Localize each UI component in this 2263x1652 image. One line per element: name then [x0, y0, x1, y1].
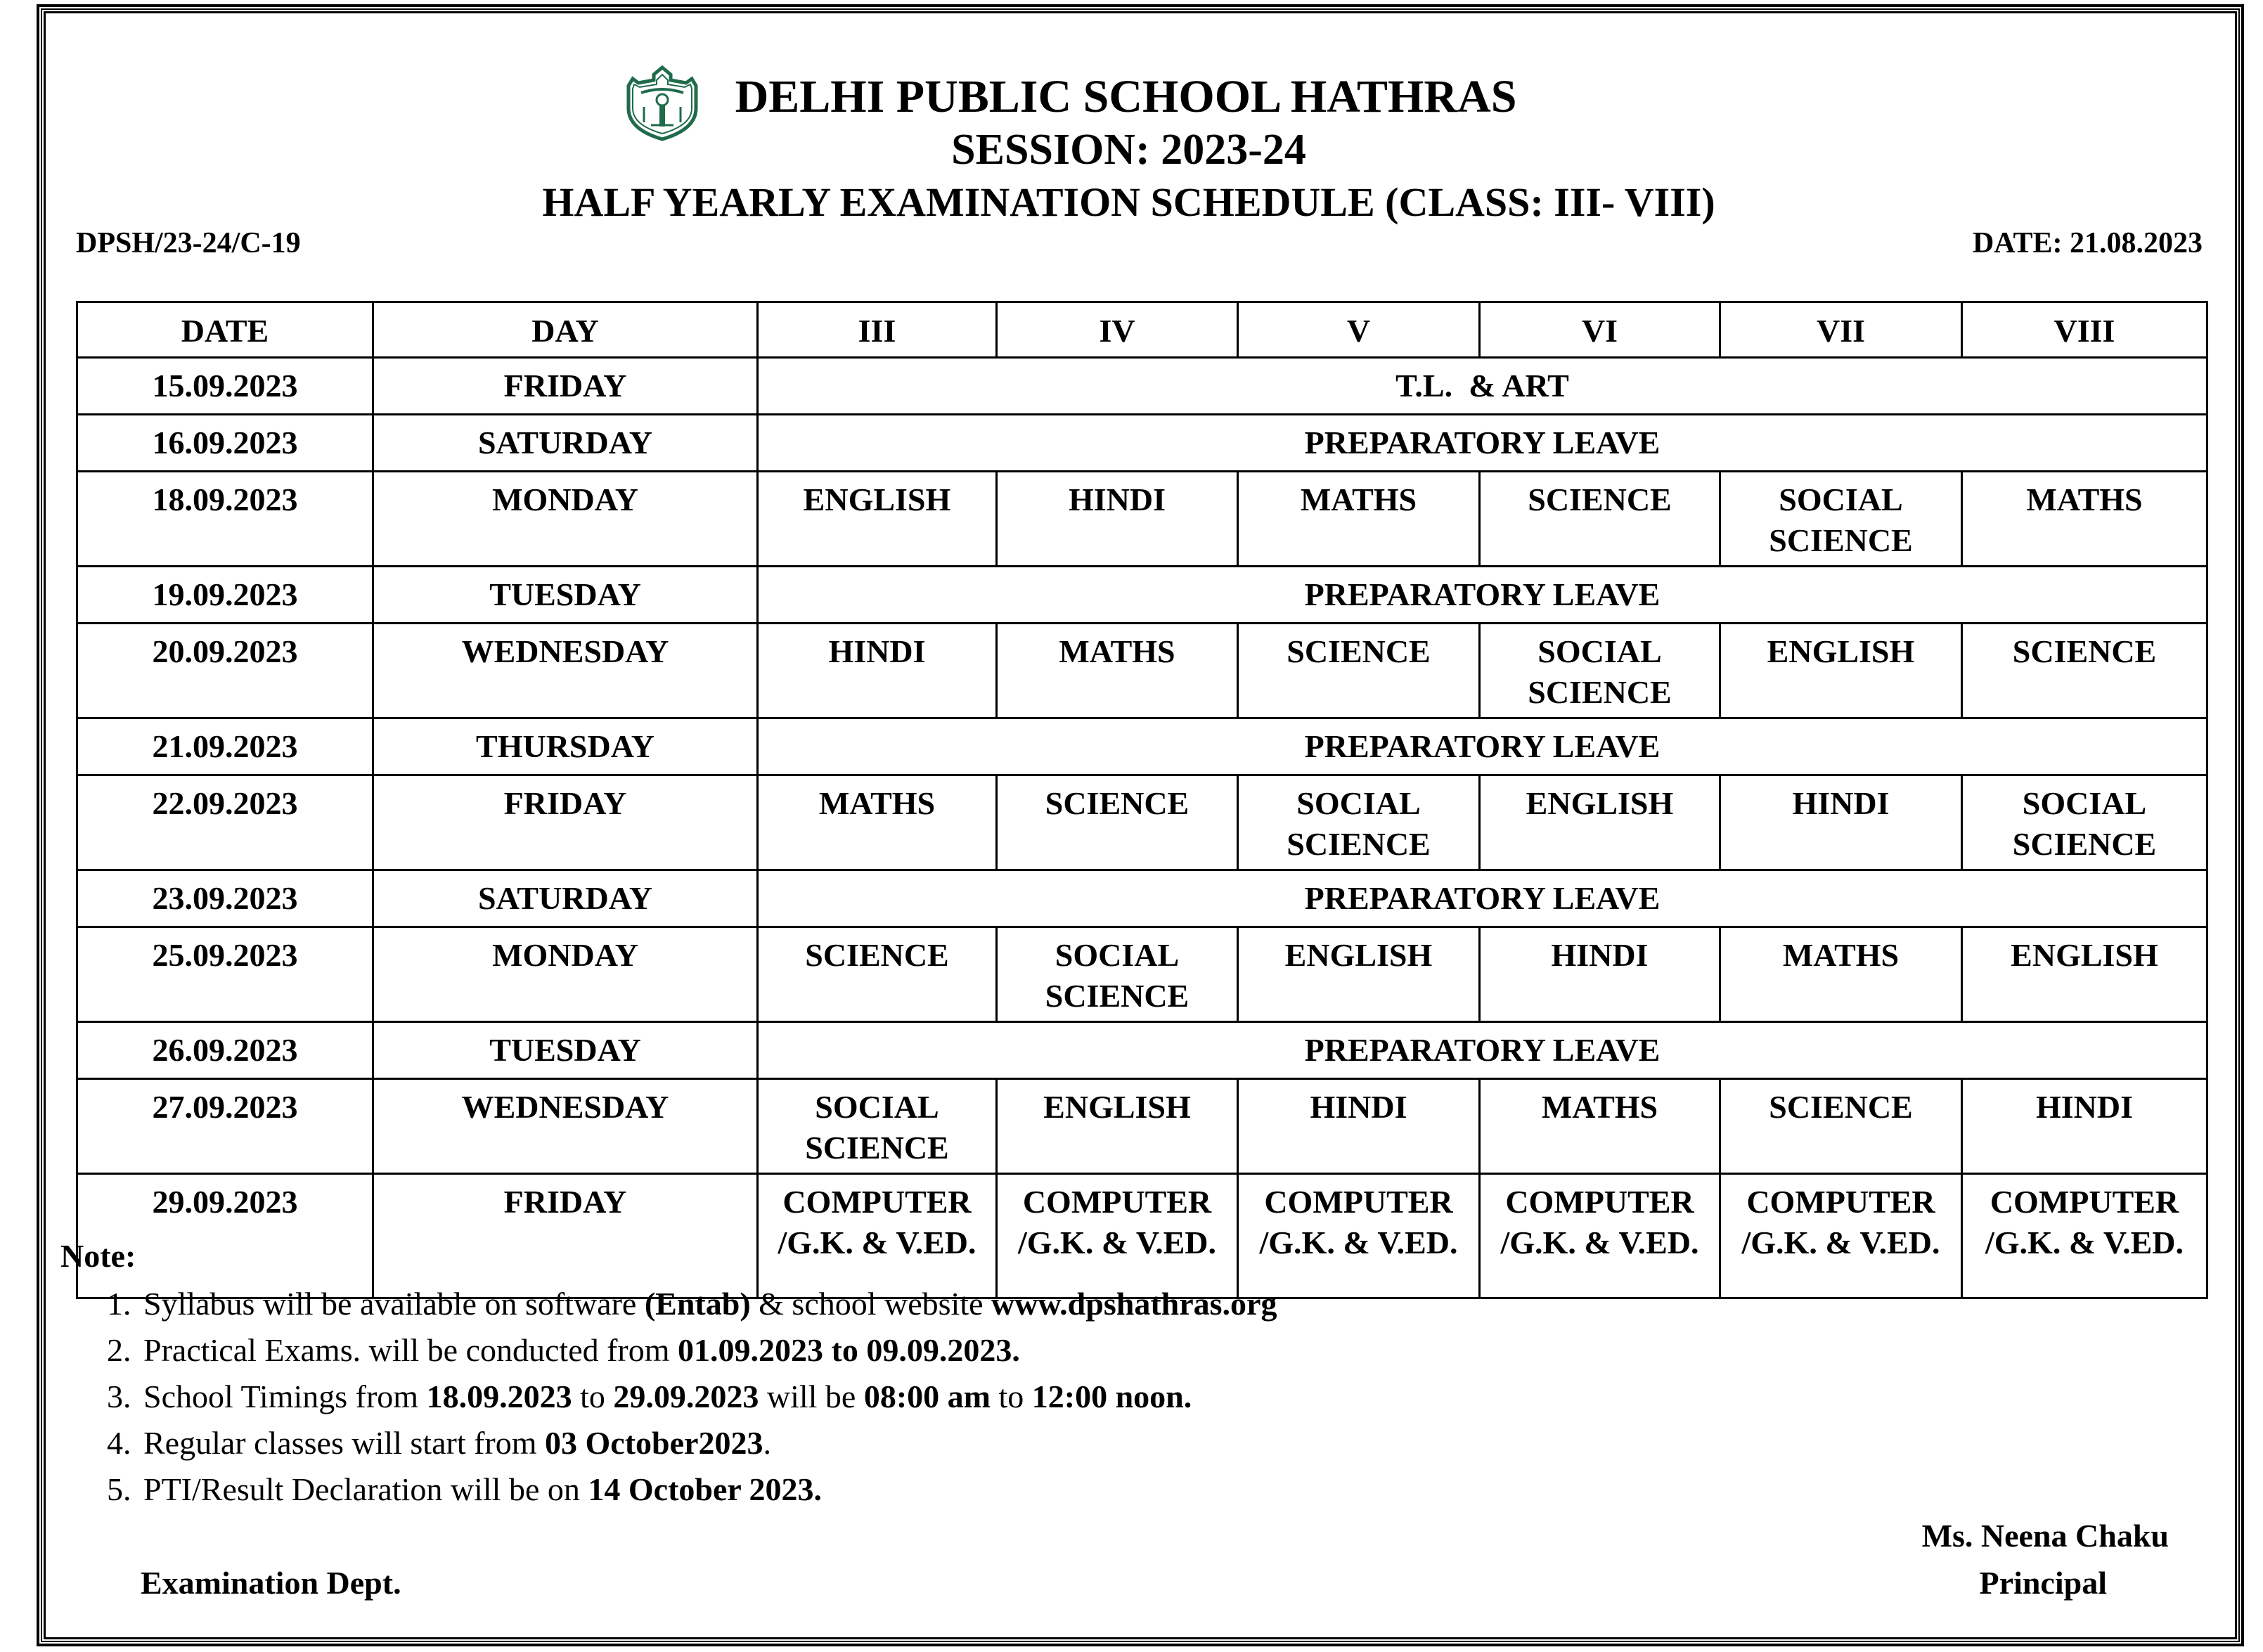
note-item — [139, 1374, 1277, 1420]
table-row — [77, 870, 2207, 927]
merged-activity-cell: PREPARATORY LEAVE — [758, 1022, 2207, 1079]
date-cell: 22.09.2023 — [77, 775, 373, 870]
note-emphasis: 01.09.2023 to 09.09.2023. — [678, 1332, 1020, 1368]
subject-cell-class-iii: HINDI — [758, 624, 997, 718]
table-row — [77, 718, 2207, 775]
subject-cell-class-vii: SCIENCE — [1720, 1079, 1962, 1174]
subject-cell-class-viii: ENGLISH — [1962, 927, 2207, 1022]
table-row — [77, 358, 2207, 415]
day-cell: WEDNESDAY — [373, 1079, 758, 1174]
subject-cell-class-vii: ENGLISH — [1720, 624, 1962, 718]
subject-cell-class-iv: SOCIAL SCIENCE — [997, 927, 1238, 1022]
note-text: to — [991, 1379, 1032, 1414]
date-cell: 16.09.2023 — [77, 415, 373, 472]
note-emphasis: (Entab) — [644, 1286, 751, 1322]
day-cell: TUESDAY — [373, 567, 758, 624]
note-item — [139, 1466, 1277, 1513]
subject-cell-class-iii: SOCIAL SCIENCE — [758, 1079, 997, 1174]
note-item — [139, 1281, 1277, 1327]
subject-cell-class-vi: SCIENCE — [1480, 472, 1720, 567]
date-cell: 15.09.2023 — [77, 358, 373, 415]
notes-heading: Note: — [60, 1238, 136, 1274]
subject-cell-class-vii: HINDI — [1720, 775, 1962, 870]
date-cell: 18.09.2023 — [77, 472, 373, 567]
subject-cell-class-iv: HINDI — [997, 472, 1238, 567]
column-header-iii: III — [758, 302, 997, 358]
day-cell: THURSDAY — [373, 718, 758, 775]
subject-cell-class-v: HINDI — [1238, 1079, 1480, 1174]
subject-cell-class-iii: SCIENCE — [758, 927, 997, 1022]
subject-cell-class-iii: ENGLISH — [758, 472, 997, 567]
principal-name: Ms. Neena Chaku — [1921, 1518, 2169, 1554]
subject-cell-class-vi: MATHS — [1480, 1079, 1720, 1174]
day-cell: FRIDAY — [373, 358, 758, 415]
subject-cell-class-vi: COMPUTER /G.K. & V.ED. — [1480, 1174, 1720, 1298]
day-cell: MONDAY — [373, 472, 758, 567]
subject-cell-class-iv: SCIENCE — [997, 775, 1238, 870]
table-row — [77, 567, 2207, 624]
schedule-title: HALF YEARLY EXAMINATION SCHEDULE (CLASS: III- VIII) — [542, 179, 1715, 225]
subject-cell-class-v: SCIENCE — [1238, 624, 1480, 718]
subject-cell-class-vii: MATHS — [1720, 927, 1962, 1022]
subject-cell-class-viii: SCIENCE — [1962, 624, 2207, 718]
date-cell: 21.09.2023 — [77, 718, 373, 775]
note-emphasis: 12:00 noon. — [1031, 1379, 1192, 1414]
column-header-iv: IV — [997, 302, 1238, 358]
note-item — [139, 1420, 1277, 1466]
subject-cell-class-iv: ENGLISH — [997, 1079, 1238, 1174]
subject-cell-class-iii: MATHS — [758, 775, 997, 870]
day-cell: TUESDAY — [373, 1022, 758, 1079]
table-row — [77, 415, 2207, 472]
table-row — [77, 927, 2207, 1022]
merged-activity-cell: T.L. & ART — [758, 358, 2207, 415]
note-emphasis: 08:00 am — [863, 1379, 991, 1414]
day-cell: WEDNESDAY — [373, 624, 758, 718]
subject-cell-class-iii: COMPUTER /G.K. & V.ED. — [758, 1174, 997, 1298]
examination-dept: Examination Dept. — [141, 1565, 401, 1601]
column-header-viii: VIII — [1962, 302, 2207, 358]
subject-cell-class-vi: ENGLISH — [1480, 775, 1720, 870]
note-text: . — [763, 1425, 771, 1461]
table-row — [77, 1022, 2207, 1079]
note-text: will be — [759, 1379, 864, 1414]
column-header-vi: VI — [1480, 302, 1720, 358]
merged-activity-cell: PREPARATORY LEAVE — [758, 718, 2207, 775]
note-item — [139, 1327, 1277, 1374]
day-cell: SATURDAY — [373, 415, 758, 472]
table-row — [77, 472, 2207, 567]
subject-cell-class-vi: SOCIAL SCIENCE — [1480, 624, 1720, 718]
column-header-date: DATE — [77, 302, 373, 358]
subject-cell-class-viii: HINDI — [1962, 1079, 2207, 1174]
note-emphasis: www.dpshathras.org — [991, 1286, 1277, 1322]
note-text: School Timings from — [143, 1379, 427, 1414]
date-cell: 26.09.2023 — [77, 1022, 373, 1079]
merged-activity-cell: PREPARATORY LEAVE — [758, 415, 2207, 472]
date-cell: 19.09.2023 — [77, 567, 373, 624]
notes-list — [60, 1281, 1277, 1513]
exam-schedule-table — [76, 301, 2208, 1299]
subject-cell-class-v: MATHS — [1238, 472, 1480, 567]
column-header-day: DAY — [373, 302, 758, 358]
subject-cell-class-viii: MATHS — [1962, 472, 2207, 567]
session-title: SESSION: 2023-24 — [951, 126, 1306, 174]
note-text: Regular classes will start from — [143, 1425, 546, 1461]
table-row — [77, 775, 2207, 870]
note-text: & school website — [750, 1286, 992, 1322]
note-emphasis: 29.09.2023 — [613, 1379, 759, 1414]
merged-activity-cell: PREPARATORY LEAVE — [758, 567, 2207, 624]
subject-cell-class-v: ENGLISH — [1238, 927, 1480, 1022]
date-cell: 20.09.2023 — [77, 624, 373, 718]
day-cell: FRIDAY — [373, 775, 758, 870]
reference-number: DPSH/23-24/C-19 — [76, 227, 301, 259]
subject-cell-class-viii: SOCIAL SCIENCE — [1962, 775, 2207, 870]
table-row — [77, 624, 2207, 718]
note-text: Syllabus will be available on software — [143, 1286, 645, 1322]
note-text: PTI/Result Declaration will be on — [143, 1471, 588, 1507]
subject-cell-class-iv: COMPUTER /G.K. & V.ED. — [997, 1174, 1238, 1298]
subject-cell-class-iv: MATHS — [997, 624, 1238, 718]
date-cell: 25.09.2023 — [77, 927, 373, 1022]
date-cell: 23.09.2023 — [77, 870, 373, 927]
day-cell: MONDAY — [373, 927, 758, 1022]
day-cell: FRIDAY — [373, 1174, 758, 1298]
note-emphasis: 03 October2023 — [545, 1425, 763, 1461]
principal-title: Principal — [1979, 1565, 2107, 1601]
table-row — [77, 1079, 2207, 1174]
subject-cell-class-v: SOCIAL SCIENCE — [1238, 775, 1480, 870]
note-emphasis: 18.09.2023 — [426, 1379, 572, 1414]
subject-cell-class-vii: SOCIAL SCIENCE — [1720, 472, 1962, 567]
column-header-v: V — [1238, 302, 1480, 358]
merged-activity-cell: PREPARATORY LEAVE — [758, 870, 2207, 927]
note-text: Practical Exams. will be conducted from — [143, 1332, 678, 1368]
subject-cell-class-vi: HINDI — [1480, 927, 1720, 1022]
day-cell: SATURDAY — [373, 870, 758, 927]
notes-section — [60, 1236, 1277, 1513]
note-emphasis: 14 October 2023. — [588, 1471, 822, 1507]
date-cell: 27.09.2023 — [77, 1079, 373, 1174]
subject-cell-class-vii: COMPUTER /G.K. & V.ED. — [1720, 1174, 1962, 1298]
note-text: to — [572, 1379, 614, 1414]
school-name: DELHI PUBLIC SCHOOL HATHRAS — [735, 71, 1517, 122]
issue-date: DATE: 21.08.2023 — [1972, 227, 2203, 259]
column-header-vii: VII — [1720, 302, 1962, 358]
subject-cell-class-v: COMPUTER /G.K. & V.ED. — [1238, 1174, 1480, 1298]
date-cell: 29.09.2023 — [77, 1174, 373, 1298]
table-header-row — [77, 302, 2207, 358]
subject-cell-class-viii: COMPUTER /G.K. & V.ED. — [1962, 1174, 2207, 1298]
